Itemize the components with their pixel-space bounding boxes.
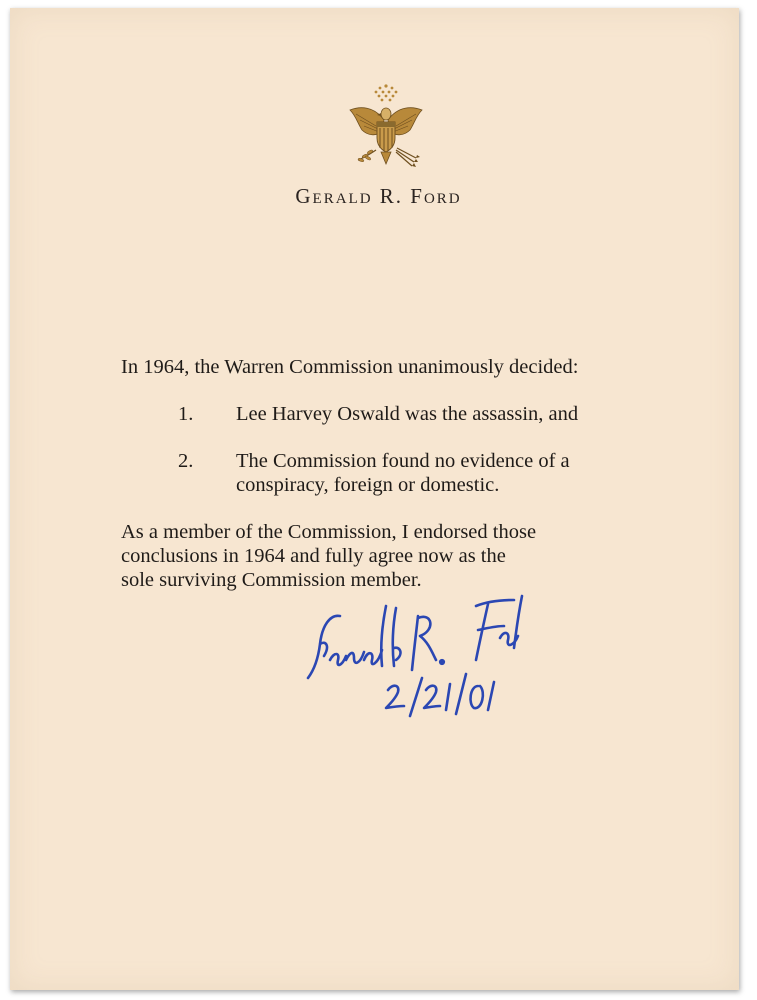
- letter-sheet: [10, 8, 739, 990]
- closing-paragraph: As a member of the Commission, I endorsed those conclusions in 1964 and fully agree now as the sole surviving Commission member.: [121, 521, 537, 591]
- list-item-text: Lee Harvey Oswald was the assassin, and: [236, 403, 579, 425]
- letterhead-name: Gerald R. Ford: [295, 184, 462, 208]
- list-item-text: The Commission found no evidence of a conspiracy, foreign or domestic.: [236, 450, 570, 496]
- list-item-number: 1.: [178, 403, 194, 425]
- list-item-number: 2.: [178, 450, 194, 472]
- intro-paragraph: In 1964, the Warren Commission unanimously decided:: [121, 356, 579, 378]
- handwritten-signature: [300, 586, 560, 731]
- presidential-seal-icon: [346, 80, 426, 176]
